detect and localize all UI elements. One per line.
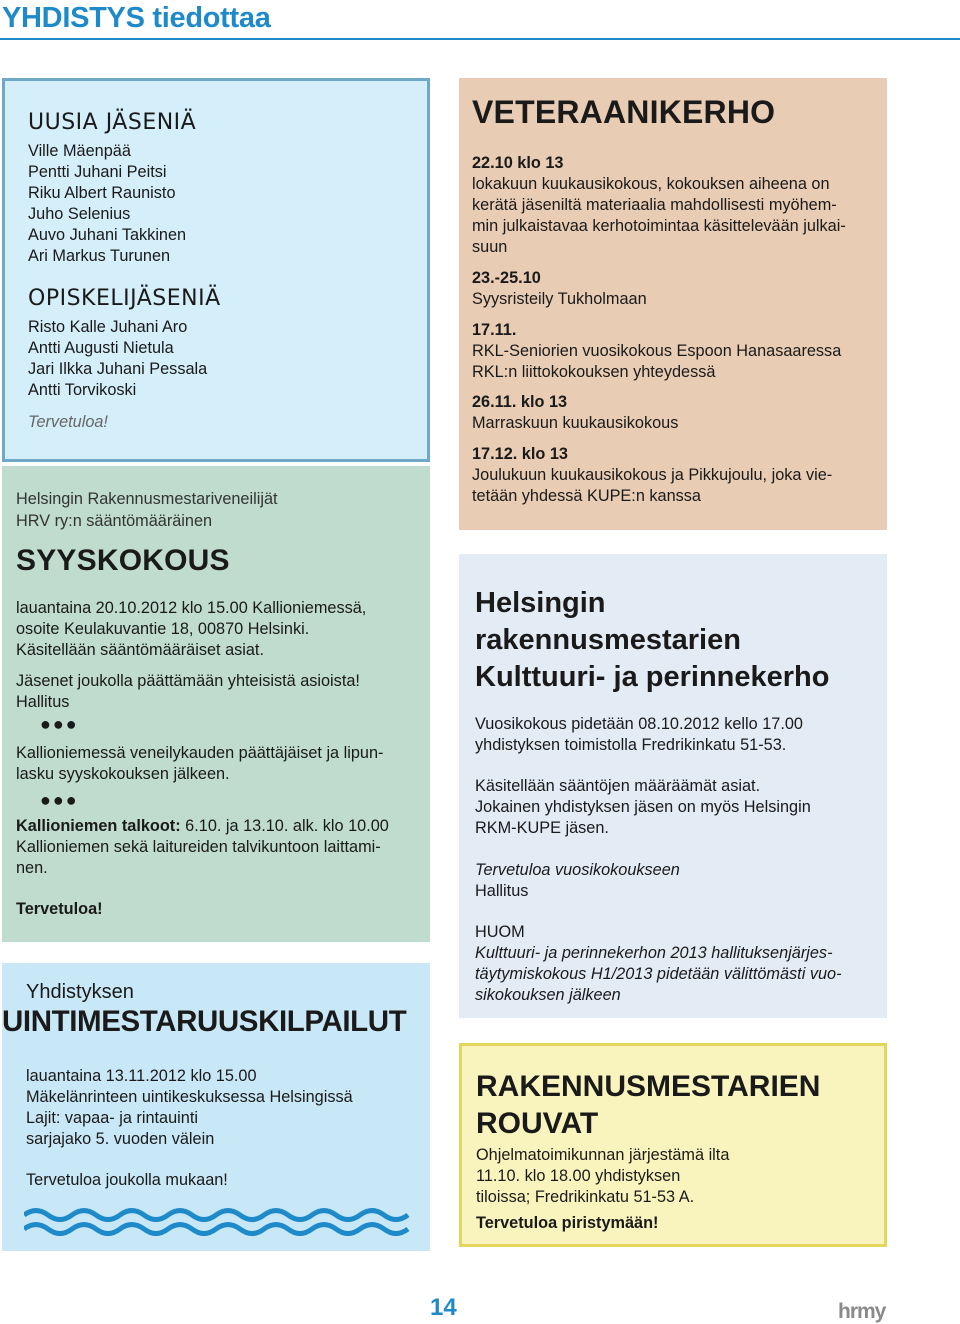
members-welcome: Tervetuloa! [28,413,108,431]
veterans-box [459,78,887,530]
culture-huom: HUOM [475,923,525,941]
swimming-detail: sarjajako 5. vuoden välein [26,1130,215,1148]
meeting-detail: osoite Keulakuvantie 18, 00870 Helsinki. [16,620,310,638]
member-name: Pentti Juhani Peitsi [28,163,167,181]
culture-note: sikokouksen jälkeen [475,986,621,1004]
culture-signature: Hallitus [475,882,529,900]
wives-detail: Ohjelmatoimikunnan järjestämä ilta [476,1146,730,1164]
swimming-welcome: Tervetuloa joukolla mukaan! [26,1171,228,1189]
culture-meeting: Vuosikokous pidetään 08.10.2012 kello 17.00 [475,715,803,733]
page-number: 14 [430,1294,457,1321]
student-name: Antti Torvikoski [28,381,137,399]
student-name: Antti Augusti Nietula [28,339,174,357]
wives-detail: 11.10. klo 18.00 yhdistyksen [476,1167,681,1185]
event-text: kerätä jäseniltä materiaalia mahdollisesti myöhem- [472,196,837,214]
culture-meeting: yhdistyksen toimistolla Fredrikinkatu 51-53. [475,736,787,754]
culture-note: Kulttuuri- ja perinnekerhon 2013 hallituksenjärjes- [475,944,833,962]
hrmy-logo: hrmy [838,1300,886,1323]
bullet-dots: ●●● [40,790,79,810]
meeting-detail: Käsitellään sääntömääräiset asiat. [16,641,264,659]
event-text: Syysristeily Tukholmaan [472,290,647,308]
swimming-detail: Mäkelänrinteen uintikeskuksessa Helsingissä [26,1088,353,1106]
new-members-box [2,78,430,462]
culture-club-box [459,554,887,1018]
talkoot-desc: nen. [16,859,48,877]
student-name: Jari Ilkka Juhani Pessala [28,360,208,378]
meeting-detail: lauantaina 20.10.2012 klo 15.00 Kallioniemessä, [16,599,367,617]
wives-welcome: Tervetuloa piristymään! [476,1214,659,1232]
event-text: min julkaistavaa kerhotoimintaa käsittelevään julkai- [472,217,846,235]
member-name: Ville Mäenpää [28,142,131,160]
veterans-heading: VETERAANIKERHO [472,94,776,130]
talkoot-label: Kallioniemen talkoot: [16,817,181,835]
talkoot-desc: Kallioniemen sekä laitureiden talvikuntoon laittami- [16,838,381,856]
culture-agenda: Käsitellään sääntöjen määräämät asiat. [475,777,761,795]
org-line: Helsingin Rakennusmestariveneilijät [16,490,278,508]
event-text: RKL:n liittokokouksen yhteydessä [472,363,716,381]
wives-heading-line: RAKENNUSMESTARIEN [476,1070,821,1103]
meeting-note: lasku syyskokouksen jälkeen. [16,765,230,783]
culture-welcome: Tervetuloa vuosikokoukseen [475,861,680,879]
student-name: Risto Kalle Juhani Aro [28,318,188,336]
wives-heading-line: ROUVAT [476,1107,599,1140]
event-text: RKL-Seniorien vuosikokous Espoon Hanasaaressa [472,342,842,360]
culture-agenda: Jokainen yhdistyksen jäsen on myös Helsingin [475,798,811,816]
event-date: 17.11. [472,321,517,339]
member-name: Juho Selenius [28,205,131,223]
swimming-pre: Yhdistyksen [26,981,134,1003]
swimming-detail: Lajit: vapaa- ja rintauinti [26,1109,198,1127]
meeting-call: Jäsenet joukolla päättämään yhteisistä asioista! [16,672,360,690]
header-rule [0,38,960,40]
talkoot-date: 6.10. ja 13.10. alk. klo 10.00 [180,817,389,835]
swimming-detail: lauantaina 13.11.2012 klo 15.00 [26,1067,257,1085]
wave-decoration [24,1205,424,1237]
org-line: HRV ry:n sääntömääräinen [16,512,213,530]
event-text: Marraskuun kuukausikokous [472,414,679,432]
event-text: Joulukuun kuukausikokous ja Pikkujoulu, joka vie- [472,466,833,484]
wives-detail: tiloissa; Fredrikinkatu 51-53 A. [476,1188,695,1206]
event-date: 23.-25.10 [472,269,541,287]
event-text: lokakuun kuukausikokous, kokouksen aiheena on [472,175,830,193]
wives-box [459,1043,887,1247]
bullet-dots: ●●● [40,714,79,734]
swimming-heading: UINTIMESTARUUSKILPAILUT [2,1005,407,1038]
event-text: suun [472,238,508,256]
event-date: 26.11. klo 13 [472,393,568,411]
autumn-meeting-box [2,466,430,942]
meeting-welcome: Tervetuloa! [16,900,103,918]
event-date: 17.12. klo 13 [472,445,568,463]
culture-title-line: Kulttuuri- ja perinnekerho [475,661,830,693]
meeting-signature: Hallitus [16,693,70,711]
student-members-heading: OPISKELIJÄSENIÄ [28,286,221,311]
event-date: 22.10 klo 13 [472,154,564,172]
header-title: YHDISTYS tiedottaa [2,2,271,34]
member-name: Auvo Juhani Takkinen [28,226,187,244]
culture-agenda: RKM-KUPE jäsen. [475,819,609,837]
autumn-meeting-heading: SYYSKOKOUS [16,544,230,577]
meeting-note: Kallioniemessä veneilykauden päättäjäiset ja lipun- [16,744,384,762]
page-header [0,0,960,40]
culture-title-line: rakennusmestarien [475,624,741,656]
new-members-heading: UUSIA JÄSENIÄ [28,110,197,135]
culture-title-line: Helsingin [475,587,606,619]
swimming-box [2,963,430,1251]
member-name: Ari Markus Turunen [28,247,171,265]
culture-note: täytymiskokous H1/2013 pidetään välittömästi vuo- [475,965,842,983]
member-name: Riku Albert Raunisto [28,184,176,202]
event-text: tetään yhdessä KUPE:n kanssa [472,487,701,505]
